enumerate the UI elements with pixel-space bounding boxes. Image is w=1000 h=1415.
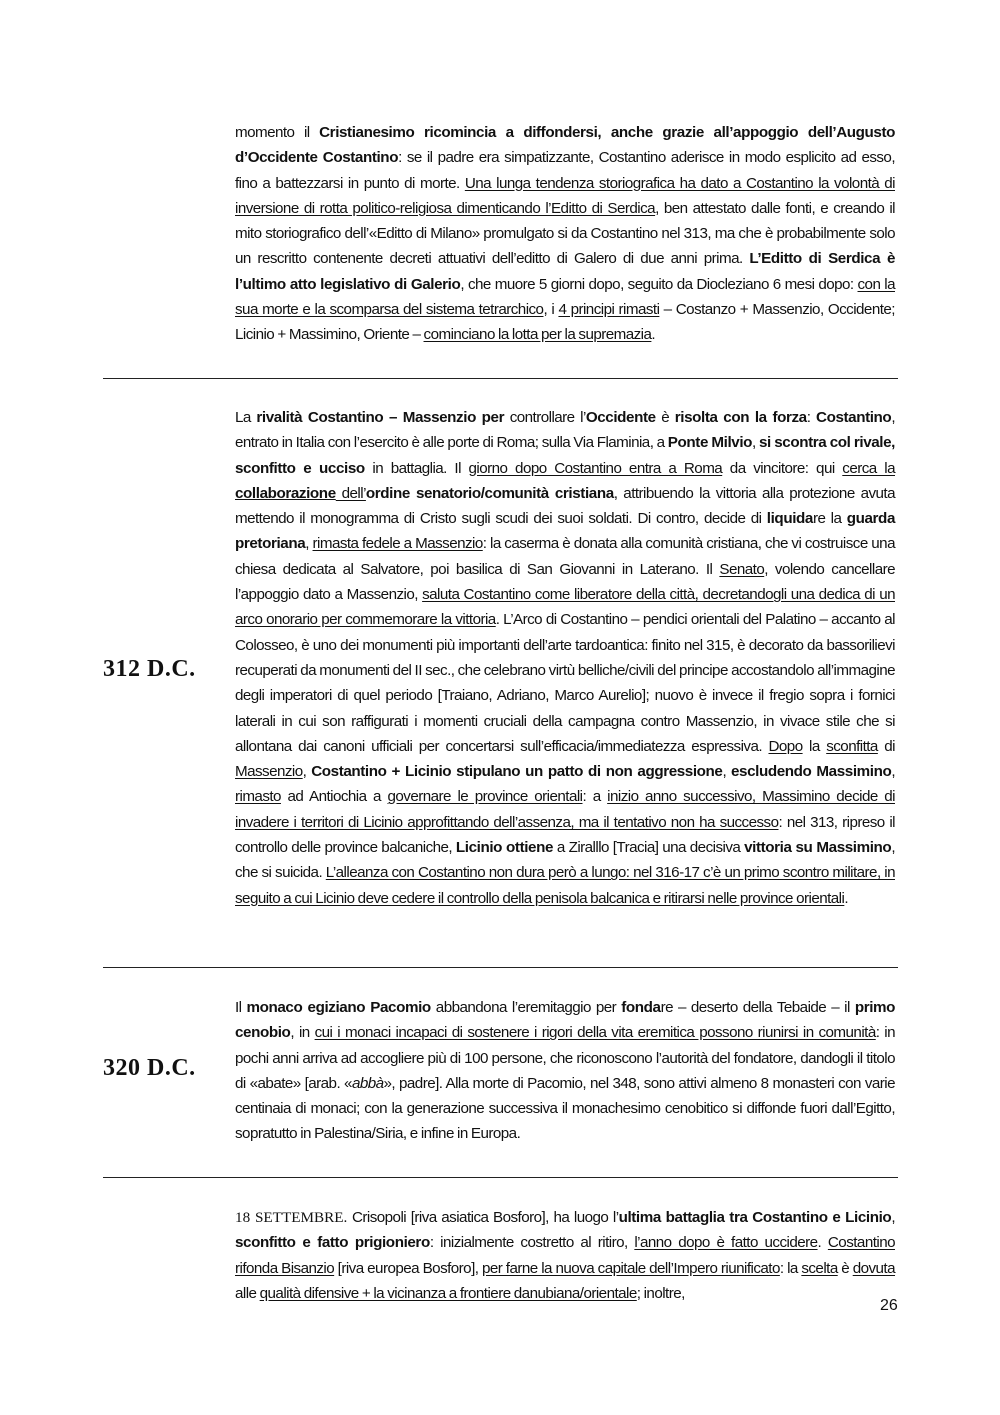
- bold-text: Ponte Milvio: [667, 434, 753, 452]
- text-run: ,: [752, 434, 759, 452]
- bold-text: ordine senatorio/comunità cristiana: [365, 484, 614, 502]
- text-run: : in pochi anni arriva ad accogliere più di 100 persone, che riconoscono l’autorità del fondatore, dandogli il titolo di «abate» [arab. «: [235, 1024, 896, 1092]
- bold-text: monaco egiziano Pacomio: [246, 999, 431, 1016]
- text-run: Crisopoli [riva asiatica Bosforo], ha luogo l’: [347, 1209, 619, 1226]
- text-run: : a: [582, 788, 608, 806]
- underlined-text: cominciano la lotta per la supremazia: [423, 326, 652, 344]
- bold-text: Costantino + Licinio stipulano un patto di non aggressione: [311, 763, 723, 781]
- entry-paragraph: [235, 1205, 895, 1306]
- text-run: controllare l’: [504, 409, 586, 426]
- underlined-text: scelta: [801, 1259, 838, 1277]
- section-divider: [103, 1177, 898, 1178]
- bold-text: Occidente: [585, 409, 656, 426]
- underlined-text: Costantino rifonda Bisanzio: [235, 1234, 895, 1277]
- underlined-text: cui i monaci incapaci di sostenere i rigori della vita eremitica possono riunirsi in comunità: [314, 1024, 876, 1042]
- entry-paragraph: [235, 995, 895, 1147]
- text-run: è: [655, 409, 675, 426]
- entry-date: 320 D.C.: [103, 1055, 196, 1081]
- text-run: ,: [302, 763, 312, 781]
- underlined-text: qualità difensive + la vicinanza a frontiere danubiana/orientale: [259, 1284, 637, 1302]
- text-run: . L’Arco di Costantino – pendici orientali del Palatino – accanto al Colosseo, è uno dei monumenti più importanti dell’arte tardoantica: finito nel 315, è decorato da bassorilievi recuperati da monumenti del II sec., che celebrano virtù belliche/civili del principe accostandolo all’immagine degli imperatori di quel periodo [Traiano, Adriano, Marco Aurelio]; nuovo è invece il fregio sopra i fornici laterali in cui son raffigurati i momenti cruciali della campagna contro Massenzio, in vivace stile che si allontana dai canoni ufficiali per concertarsi sull’efficacia/immediatezza espressiva.: [235, 611, 896, 755]
- text-run: ,: [891, 1209, 895, 1226]
- text-run: di: [877, 737, 896, 755]
- text-run: la: [802, 737, 827, 755]
- bold-text: si scontra col rivale, sconfitto e ucciso: [235, 434, 895, 477]
- bold-text: ultima battaglia tra Costantino e Licinio: [618, 1209, 892, 1226]
- text-run: , attribuendo la vittoria alla protezione avuta mettendo il monogramma di Cristo sugli scudi dei suoi soldati. Di contro, decide di: [235, 484, 895, 528]
- text-run: :: [806, 409, 816, 426]
- text-run: : se il padre era simpatizzante, Costantino aderisce in modo esplicito ad esso, fino a battezzarsi in punto di morte.: [235, 149, 896, 192]
- text-run: .: [651, 326, 656, 344]
- bold-text: sconfitto e fatto prigioniero: [235, 1234, 430, 1252]
- underlined-text: L’alleanza con Costantino non dura però a lungo: nel 316-17 c’è un primo scontro militare, in seguito a cui Licinio deve cedere il controllo della penisola balcanica e ritirarsi nelle province orientali: [235, 864, 895, 907]
- text-run: , in: [290, 1024, 315, 1042]
- underlined-text: governare le province orientali: [387, 788, 583, 806]
- text-run: , i: [543, 301, 559, 319]
- underlined-text: 4 principi rimasti: [558, 301, 660, 319]
- text-run: Il: [235, 999, 247, 1016]
- underlined-text: rimasta fedele a Massenzio: [312, 535, 483, 553]
- underlined-text: saluta Costantino come liberatore della città, decretandogli una dedica di un arco onorario per commemorare la vittoria: [235, 586, 895, 629]
- text-run: abbandona l’eremitaggio per: [430, 999, 622, 1016]
- bold-text: liquida: [766, 510, 813, 528]
- text-run: [riva europea Bosforo],: [334, 1259, 482, 1277]
- underlined-text: Senato: [719, 560, 765, 578]
- section-divider: [103, 378, 898, 379]
- bold-text: Costantino: [816, 409, 892, 426]
- text-run: – Costanzo + Massenzio, Occidente; Licinio + Massimino, Oriente –: [235, 301, 895, 344]
- bold-text: vittoria su Massimino: [744, 839, 892, 857]
- bold-text: primo cenobio: [235, 999, 896, 1042]
- underlined-text: dovuta: [852, 1259, 896, 1277]
- entry-paragraph: [235, 120, 895, 348]
- bold-underlined-text: collaborazione: [235, 484, 336, 502]
- bold-text: escludendo Massimino: [731, 763, 892, 781]
- text-run: ,: [305, 535, 313, 553]
- underlined-text: dell’: [335, 484, 366, 502]
- text-run: , volendo cancellare l’appoggio dato a Massenzio,: [235, 560, 895, 604]
- text-run: », padre]. Alla morte di Pacomio, nel 348, sono attivi almeno 8 monasteri con varie centinaia di monaci; con la generazione successiva il monachesimo cenobitico si diffonde fuori dall’Egitto, sopratutto in Palestina/Siria, e infine in Europa.: [235, 1074, 895, 1143]
- bold-text: Licinio ottiene: [455, 839, 554, 857]
- italic-text: abbà: [351, 1074, 384, 1092]
- text-run: alle: [235, 1284, 260, 1302]
- text-run: : la caserma è donata alla comunità cristiana, che vi costruisce una chiesa dedicata al Salvatore, poi basilica di San Giovanni in Laterano. Il: [235, 535, 895, 578]
- entry-paragraph: [235, 405, 895, 911]
- text-run: ,: [722, 763, 732, 781]
- text-run: , che si suicida.: [235, 839, 895, 882]
- text-run: in battaglia. Il: [364, 459, 469, 477]
- text-run: , che muore 5 giorni dopo, seguito da Diocleziano 6 mesi dopo:: [460, 275, 858, 293]
- bold-text: Cristianesimo ricomincia a diffondersi, anche grazie all’appoggio dell’Augusto d’Occidente Costantino: [235, 124, 895, 167]
- text-run: da vincitore: qui: [722, 459, 843, 477]
- text-run: .: [817, 1234, 828, 1252]
- text-run: , entrato in Italia con l’esercito è alle porte di Roma; sulla Via Flaminia, a: [235, 409, 895, 452]
- text-run: , ben attestato dalle fonti, e creando il mito storiografico dell’«Editto di Milano» promulgato si da Costantino nel 313, ma che è probabilmente solo un rescritto contenente decreti attuativi dell’editto di Galero di due anni prima.: [235, 199, 895, 268]
- underlined-text: sconfitta: [826, 737, 878, 755]
- text-run: ,: [891, 763, 895, 781]
- bold-text: L’Editto di Serdica è l’ultimo atto legislativo di Galerio: [235, 250, 895, 293]
- bold-text: guarda pretoriana: [235, 510, 895, 553]
- text-run: a Ziralllo [Tracia] una decisiva: [553, 839, 745, 857]
- text-run: : la: [779, 1259, 802, 1277]
- text-run: ad Antiochia a: [280, 788, 388, 806]
- text-run: re – deserto della Tebaide – il: [660, 999, 855, 1016]
- text-run: è: [837, 1259, 853, 1277]
- underlined-text: l’anno dopo è fatto uccidere: [634, 1234, 818, 1252]
- bold-text: risolta con la forza: [674, 409, 807, 426]
- text-run: ; inoltre,: [636, 1284, 685, 1302]
- date-label: 18 SETTEMBRE.: [235, 1209, 348, 1226]
- underlined-text: Massenzio: [235, 763, 303, 781]
- underlined-text: giorno dopo Costantino entra a Roma: [468, 459, 723, 477]
- text-run: La: [235, 409, 257, 426]
- text-run: momento il: [235, 124, 320, 141]
- underlined-text: Una lunga tendenza storiografica ha dato a Costantino la volontà di inversione di rotta politico-religiosa dimenticando l’Editto di Serdica: [235, 174, 895, 217]
- underlined-text: rimasto: [235, 788, 281, 806]
- underlined-text: con la sua morte e la scomparsa del sistema tetrarchico: [235, 275, 895, 319]
- bold-text: fonda: [621, 999, 661, 1016]
- text-run: : nel 313, ripreso il controllo delle province balcaniche,: [235, 813, 896, 857]
- underlined-text: per farne la nuova capitale dell’Impero riunificato: [481, 1259, 780, 1277]
- underlined-text: Dopo: [768, 737, 803, 755]
- page-number: 26: [880, 1297, 898, 1314]
- text-run: .: [844, 889, 848, 907]
- underlined-text: cerca la: [842, 459, 895, 477]
- underlined-text: inizio anno successivo, Massimino decide di invadere i territori di Licinio approfittando dell’assenza, ma il tentativo non ha successo: [235, 788, 895, 831]
- text-run: re la: [812, 510, 847, 528]
- text-run: : inizialmente costretto al ritiro,: [429, 1234, 635, 1252]
- section-divider: [103, 967, 898, 968]
- entry-date: 312 D.C.: [103, 656, 196, 682]
- bold-text: rivalità Costantino – Massenzio per: [256, 409, 505, 426]
